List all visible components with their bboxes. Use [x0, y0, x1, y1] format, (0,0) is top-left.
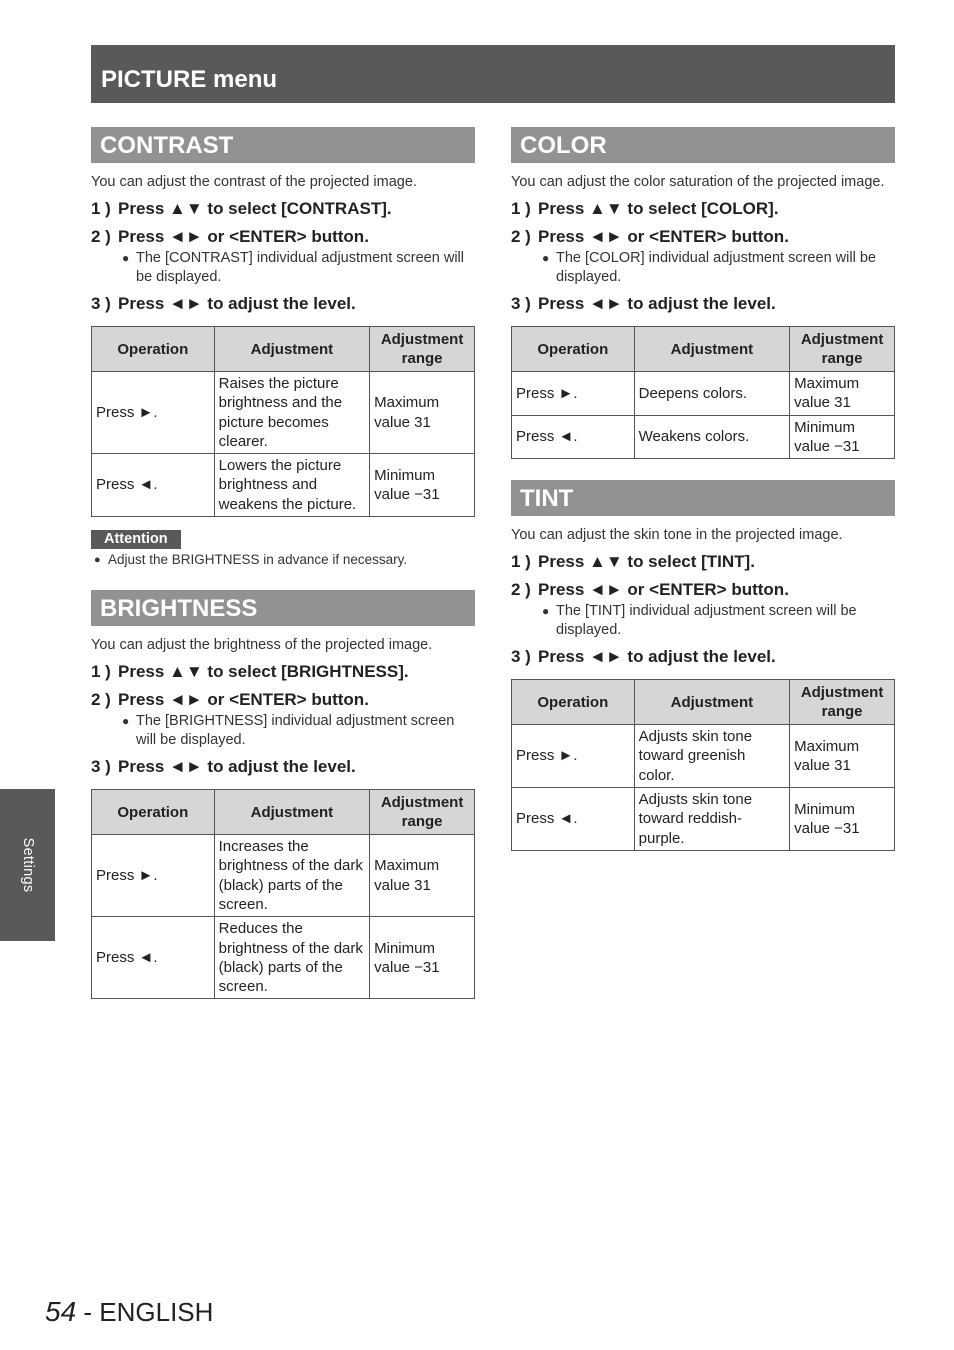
table-cell: Press ◄. — [92, 454, 215, 517]
table-cell: Minimum value −31 — [370, 454, 475, 517]
table-cell: Adjusts skin tone toward reddish-purple. — [634, 788, 790, 851]
page-footer — [45, 1296, 213, 1328]
page-title: PICTURE menu — [101, 66, 278, 93]
table-row — [512, 725, 895, 788]
table-cell: Reduces the brightness of the dark (black) parts of the screen. — [214, 917, 370, 999]
footer-separator: - — [76, 1297, 100, 1327]
table-cell: Press ◄. — [512, 415, 635, 459]
column-header: Operation — [92, 327, 215, 372]
table-header-row — [92, 790, 475, 835]
table-cell: Press ►. — [92, 835, 215, 917]
step-3: 3 ) Press ◄► to adjust the level. — [91, 757, 356, 777]
table-row — [512, 372, 895, 416]
table-cell: Lowers the picture brightness and weakens the picture. — [214, 454, 370, 517]
table-cell: Deepens colors. — [634, 372, 790, 416]
bullet-icon: ● — [122, 251, 130, 265]
tint-section — [511, 480, 895, 851]
table-cell: Adjusts skin tone toward greenish color. — [634, 725, 790, 788]
side-tab-label: Settings — [19, 837, 36, 893]
table-header-row — [512, 327, 895, 372]
table-cell: Minimum value −31 — [790, 415, 895, 459]
section-title: BRIGHTNESS — [100, 595, 258, 623]
adjustment-table — [91, 326, 475, 517]
step-2: 2 ) Press ◄► or <ENTER> button. — [91, 690, 369, 710]
section-header — [511, 127, 895, 163]
table-cell: Press ►. — [92, 372, 215, 454]
settings-side-tab — [0, 789, 55, 941]
step-1: 1 ) Press ▲▼ to select [CONTRAST]. — [91, 199, 392, 218]
section-header — [511, 480, 895, 516]
step-note: ● The [CONTRAST] individual adjustment screen will be displayed. — [122, 250, 464, 285]
section-intro: You can adjust the skin tone in the projected image. — [511, 527, 843, 544]
table-row — [512, 788, 895, 851]
bullet-icon: ● — [542, 604, 550, 619]
step-1: 1 ) Press ▲▼ to select [TINT]. — [511, 552, 755, 572]
table-cell: Weakens colors. — [634, 415, 790, 459]
section-title: TINT — [520, 485, 574, 513]
section-intro: You can adjust the contrast of the projected image. — [91, 174, 417, 190]
adjustment-table — [511, 679, 895, 851]
brightness-section — [91, 590, 475, 999]
adjustment-table — [91, 789, 475, 999]
page-number: 54 — [45, 1296, 77, 1327]
column-header: Adjustment range — [370, 790, 475, 835]
column-header: Adjustment — [634, 680, 790, 725]
table-cell: Press ◄. — [92, 917, 215, 999]
table-row — [92, 372, 475, 454]
step-1: 1 ) Press ▲▼ to select [BRIGHTNESS]. — [91, 662, 409, 682]
right-column — [511, 127, 895, 851]
table-row — [512, 415, 895, 459]
table-cell: Maximum value 31 — [790, 372, 895, 416]
table-cell: Maximum value 31 — [370, 835, 475, 917]
table-row — [92, 454, 475, 517]
table-cell: Press ◄. — [512, 788, 635, 851]
footer-language: ENGLISH — [99, 1297, 214, 1327]
attention-note: ● Adjust the BRIGHTNESS in advance if necessary. — [94, 552, 408, 568]
step-note: ● The [BRIGHTNESS] individual adjustment screen will be displayed. — [122, 713, 455, 749]
contrast-section — [91, 127, 475, 569]
section-intro: You can adjust the brightness of the projected image. — [91, 637, 433, 654]
table-row — [92, 835, 475, 917]
section-title: CONTRAST — [100, 132, 234, 159]
attention-label: Attention — [91, 530, 181, 549]
column-header: Adjustment range — [370, 327, 475, 372]
table-cell: Minimum value −31 — [370, 917, 475, 999]
bullet-icon: ● — [542, 251, 550, 265]
column-header: Adjustment range — [790, 680, 895, 725]
table-cell: Minimum value −31 — [790, 788, 895, 851]
table-cell: Raises the picture brightness and the picture becomes clearer. — [214, 372, 370, 454]
column-header: Adjustment — [634, 327, 790, 372]
step-3: 3 ) Press ◄► to adjust the level. — [91, 294, 356, 313]
section-header — [91, 127, 475, 163]
step-2: 2 ) Press ◄► or <ENTER> button. — [511, 580, 789, 600]
table-cell: Press ►. — [512, 725, 635, 788]
color-section — [511, 127, 895, 459]
adjustment-table — [511, 326, 895, 459]
step-1: 1 ) Press ▲▼ to select [COLOR]. — [511, 199, 779, 218]
step-2: 2 ) Press ◄► or <ENTER> button. — [91, 227, 369, 246]
step-3: 3 ) Press ◄► to adjust the level. — [511, 294, 776, 313]
column-header: Adjustment — [214, 327, 370, 372]
column-header: Operation — [512, 680, 635, 725]
table-cell: Increases the brightness of the dark (black) parts of the screen. — [214, 835, 370, 917]
step-3: 3 ) Press ◄► to adjust the level. — [511, 647, 776, 667]
step-note: ● The [TINT] individual adjustment screen will be displayed. — [542, 603, 857, 639]
bullet-icon: ● — [122, 714, 130, 729]
column-header: Operation — [92, 790, 215, 835]
bullet-icon: ● — [94, 554, 101, 567]
step-note: ● The [COLOR] individual adjustment screen will be displayed. — [542, 250, 876, 285]
table-cell: Maximum value 31 — [790, 725, 895, 788]
table-cell: Press ►. — [512, 372, 635, 416]
page-banner — [91, 45, 895, 103]
section-header — [91, 590, 475, 626]
step-2: 2 ) Press ◄► or <ENTER> button. — [511, 227, 789, 246]
table-header-row — [512, 680, 895, 725]
table-cell: Maximum value 31 — [370, 372, 475, 454]
column-header: Operation — [512, 327, 635, 372]
column-header: Adjustment — [214, 790, 370, 835]
section-title: COLOR — [520, 132, 607, 159]
table-header-row — [92, 327, 475, 372]
column-header: Adjustment range — [790, 327, 895, 372]
table-row — [92, 917, 475, 999]
left-column — [91, 127, 475, 999]
section-intro: You can adjust the color saturation of the projected image. — [511, 174, 885, 190]
